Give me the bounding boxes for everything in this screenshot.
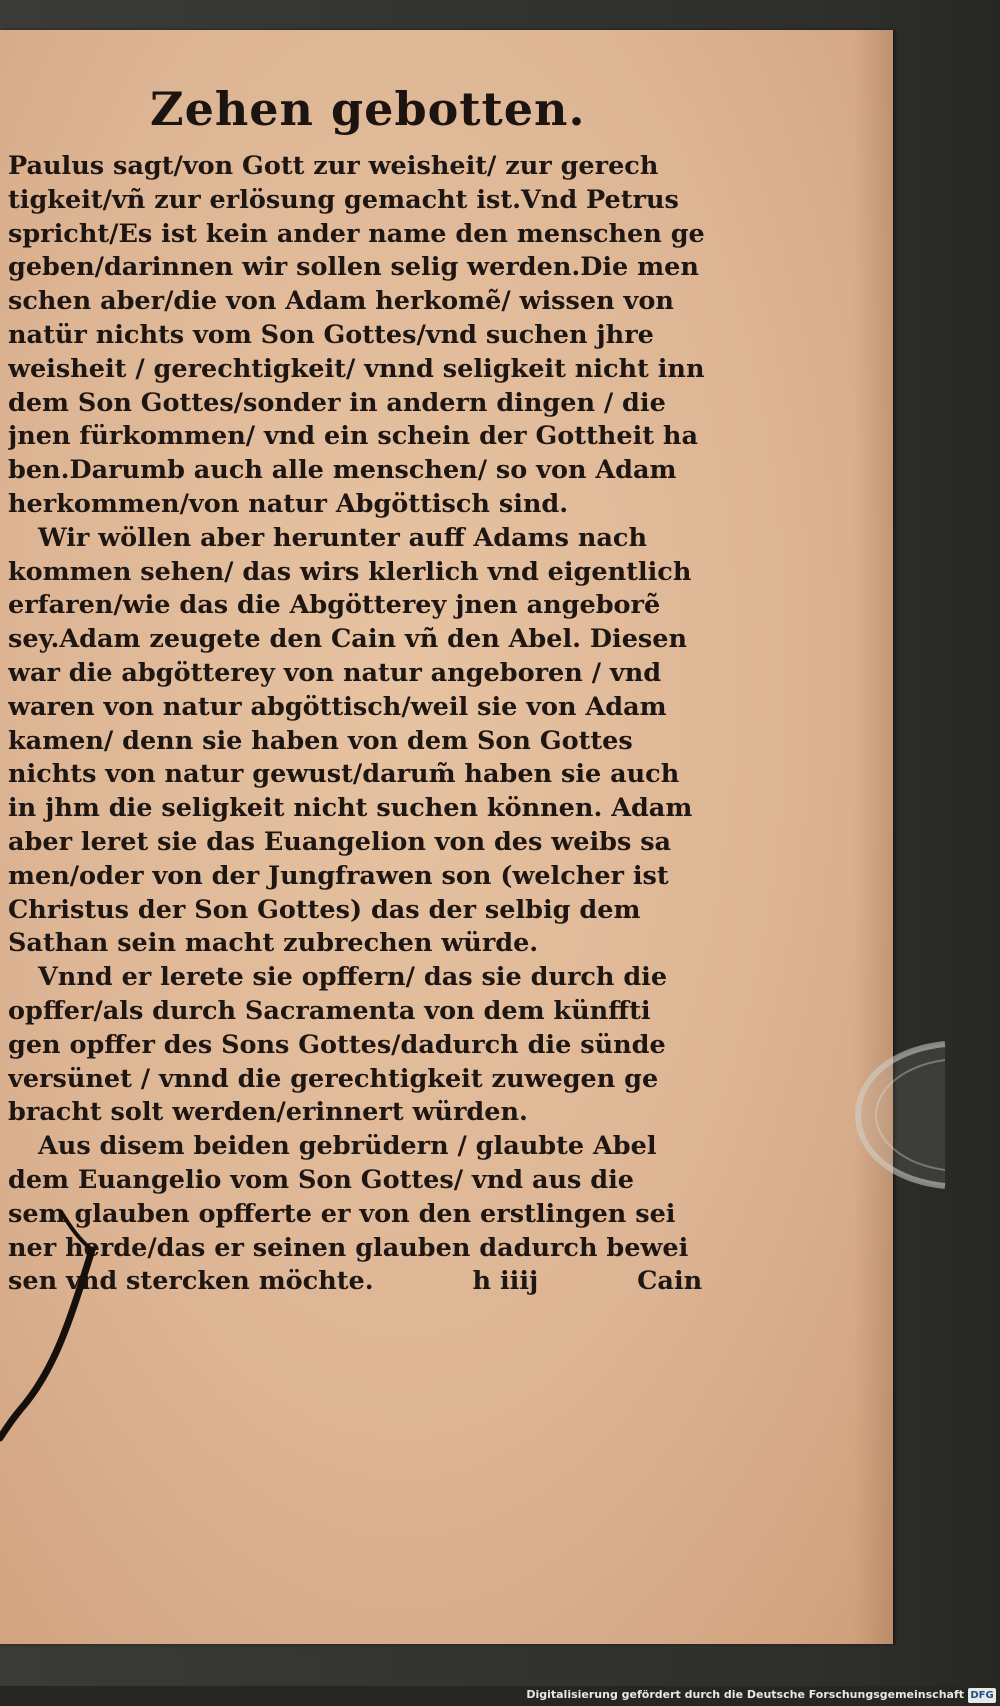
credit-bar xyxy=(0,1686,1000,1706)
catchword: Cain xyxy=(637,1266,703,1297)
text-line: kommen sehen/ das wirs klerlich vnd eigentlich xyxy=(8,556,692,587)
credit-text: Digitalisierung gefördert durch die Deutsche Forschungsgemeinschaft xyxy=(526,1688,964,1701)
text-line: weisheit / gerechtigkeit/ vnnd seligkeit nicht inn xyxy=(8,353,705,384)
ink-stroke-mark xyxy=(0,1210,120,1450)
text-line: Aus disem beiden gebrüdern / glaubte Abel xyxy=(38,1131,657,1162)
text-line: aber leret sie das Euangelion von des weibs sa xyxy=(8,826,672,857)
book-page xyxy=(0,30,893,1644)
text-line: men/oder von der Jungfrawen son (welcher ist xyxy=(8,860,669,891)
text-line: spricht/Es ist kein ander name den menschen ge xyxy=(8,218,705,249)
last-line-text: sen vnd stercken möchte. xyxy=(8,1266,374,1297)
text-line: kamen/ denn sie haben von dem Son Gottes xyxy=(8,725,633,756)
text-line: opffer/als durch Sacramenta von dem künffti xyxy=(8,995,651,1026)
text-line: waren von natur abgöttisch/weil sie von Adam xyxy=(8,691,667,722)
text-line: sem glauben opfferte er von den erstlingen sei xyxy=(8,1198,676,1229)
dfg-logo: DFG xyxy=(968,1688,996,1703)
text-line: in jhm die seligkeit nicht suchen können. Adam xyxy=(8,793,693,824)
text-line: herkommen/von natur Abgöttisch sind. xyxy=(8,488,569,519)
text-line: sey.Adam zeugete den Cain vñ den Abel. Diesen xyxy=(8,624,688,655)
text-line: Wir wöllen aber herunter auff Adams nach xyxy=(38,522,647,553)
text-line: dem Son Gottes/sonder in andern dingen / die xyxy=(8,387,666,418)
text-line: ben.Darumb auch alle menschen/ so von Adam xyxy=(8,455,677,486)
text-line: ner herde/das er seinen glauben dadurch bewei xyxy=(8,1232,689,1263)
text-line: tigkeit/vñ zur erlösung gemacht ist.Vnd Petrus xyxy=(8,184,679,215)
text-block xyxy=(8,150,708,1299)
text-line: natür nichts vom Son Gottes/vnd suchen jhre xyxy=(8,319,654,350)
signature-mark: h iiij xyxy=(472,1266,539,1297)
text-line: war die abgötterey von natur angeboren / vnd xyxy=(8,657,662,688)
text-line: Paulus sagt/von Gott zur weisheit/ zur gerech xyxy=(8,151,659,181)
text-line: gen opffer des Sons Gottes/dadurch die sünde xyxy=(8,1029,666,1060)
page-clip-icon xyxy=(850,1040,960,1190)
text-line: bracht solt werden/erinnert würden. xyxy=(8,1097,528,1128)
running-head: Zehen gebotten. xyxy=(150,82,586,136)
text-line: versünet / vnnd die gerechtigkeit zuwegen ge xyxy=(8,1063,659,1094)
text-line: jnen fürkommen/ vnd ein schein der Gottheit ha xyxy=(8,421,698,452)
text-line: geben/darinnen wir sollen selig werden.Die men xyxy=(8,252,699,283)
text-line: Christus der Son Gottes) das der selbig dem xyxy=(8,894,641,925)
text-line: dem Euangelio vom Son Gottes/ vnd aus die xyxy=(8,1164,635,1195)
text-line: nichts von natur gewust/darum̃ haben sie auch xyxy=(8,759,680,790)
text-line: Vnnd er lerete sie opffern/ das sie durch die xyxy=(38,962,668,993)
text-line: erfaren/wie das die Abgötterey jnen angeborẽ xyxy=(8,590,661,621)
text-line: schen aber/die von Adam herkomẽ/ wissen von xyxy=(8,286,674,317)
text-line: Sathan sein macht zubrechen würde. xyxy=(8,928,539,959)
